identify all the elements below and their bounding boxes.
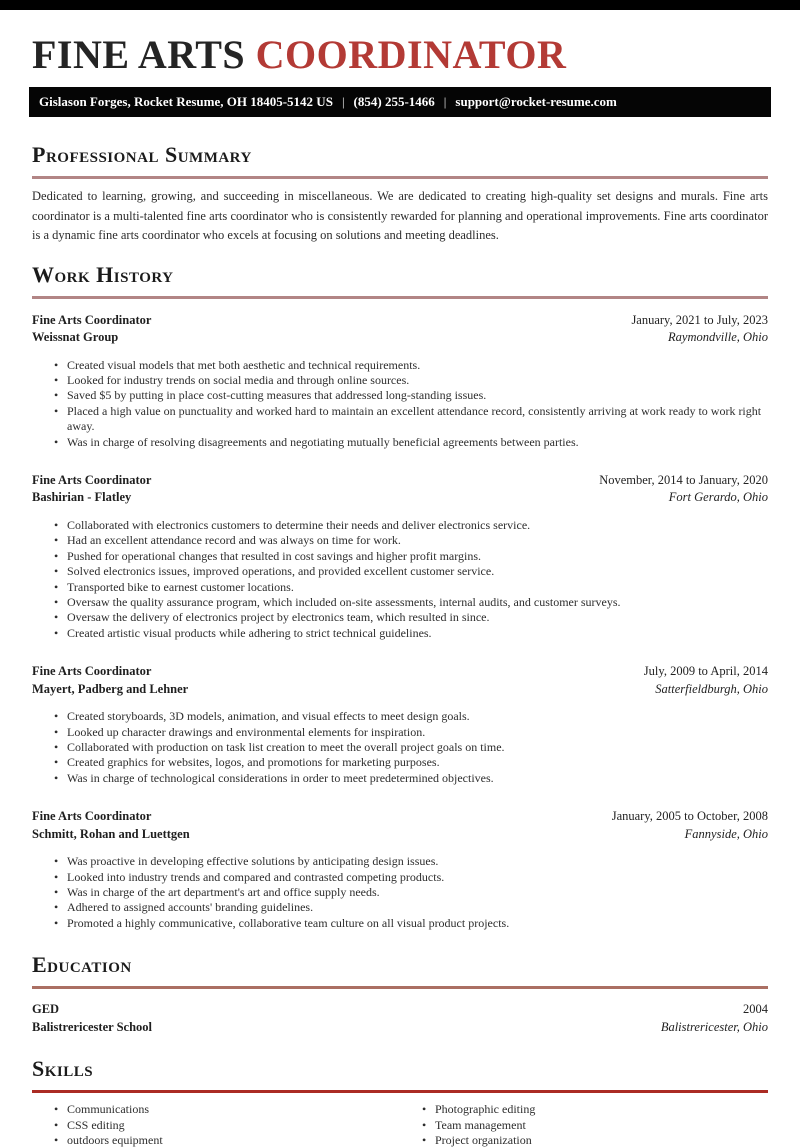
professional-summary-section [32, 143, 768, 246]
skill-item: • Photographic editing [400, 1102, 768, 1117]
page-title-accent: COORDINATOR [255, 32, 567, 77]
job-bullet: • Collaborated with electronics customers to determine their needs and deliver electronics service. [32, 518, 768, 533]
job-title: Fine Arts Coordinator [32, 472, 152, 487]
education-year: 2004 [743, 1002, 768, 1017]
job-company-row [32, 489, 768, 507]
education-location: Balistrericester, Ohio [660, 1019, 768, 1034]
contact-bar [29, 87, 771, 117]
job-entry [32, 663, 768, 786]
job-bullet: • Looked into industry trends and compared and contrasted competing products. [32, 870, 768, 885]
summary-divider [32, 176, 768, 179]
job-bullet: • Pushed for operational changes that resulted in cost savings and higher profit margins. [32, 549, 768, 564]
skill-item: • Project organization [400, 1133, 768, 1148]
job-bullet: • Transported bike to earnest customer locations. [32, 580, 768, 595]
skills-right-column [400, 1102, 768, 1148]
skills-left-column [32, 1102, 400, 1148]
job-bullet: • Adhered to assigned accounts' branding guidelines. [32, 900, 768, 915]
summary-text: Dedicated to learning, growing, and succeeding in miscellaneous. We are dedicated to creating high-quality set designs and murals. Fine arts coordinator is a multi-talented fine arts coordinator who is consistently rewarded for planning and operational improvements. Fine arts coordinator is a dynamic fine arts coordinator who excels at focusing on solutions and meeting deadlines. [32, 189, 768, 242]
job-company-row [32, 681, 768, 699]
contact-phone: (854) 255-1466 [353, 94, 435, 109]
job-bullet: • Was proactive in developing effective solutions by anticipating design issues. [32, 854, 768, 869]
job-bullet: • Was in charge of resolving disagreements and negotiating mutually beneficial agreements between parties. [32, 435, 768, 450]
education-degree: GED [32, 1002, 60, 1017]
job-title-row [32, 808, 768, 826]
skills-section [32, 1057, 768, 1148]
job-title-row [32, 472, 768, 490]
work-history-section [32, 263, 768, 932]
job-dates: November, 2014 to January, 2020 [599, 472, 768, 487]
job-dates: January, 2021 to July, 2023 [631, 312, 768, 327]
job-company-row [32, 329, 768, 347]
job-dates: January, 2005 to October, 2008 [611, 809, 768, 824]
education-degree-row [32, 1001, 768, 1019]
skills-divider [32, 1090, 768, 1093]
job-location: Fort Gerardo, Ohio [668, 490, 768, 505]
job-bullet: • Oversaw the quality assurance program, which included on-site assessments, internal audits, and customer surveys. [32, 595, 768, 610]
contact-separator: | [443, 94, 447, 109]
job-entry [32, 312, 768, 450]
skill-item: • Team management [400, 1118, 768, 1133]
education-school-row [32, 1019, 768, 1037]
contact-address: Gislason Forges, Rocket Resume, OH 18405-5142 US [39, 94, 333, 109]
job-company-row [32, 826, 768, 844]
education-divider [32, 986, 768, 989]
job-title: Fine Arts Coordinator [32, 312, 152, 327]
job-company: Bashirian - Flatley [32, 490, 132, 505]
contact-separator: | [341, 94, 345, 109]
skills-columns [32, 1102, 768, 1148]
job-bullet-list [32, 518, 768, 641]
job-location: Raymondville, Ohio [668, 330, 768, 344]
work-history-divider [32, 296, 768, 299]
job-title-row [32, 663, 768, 681]
job-dates: July, 2009 to April, 2014 [643, 664, 768, 679]
job-title: Fine Arts Coordinator [32, 809, 152, 824]
job-company: Schmitt, Rohan and Luettgen [32, 826, 190, 841]
job-location: Fannyside, Ohio [684, 826, 768, 841]
job-title: Fine Arts Coordinator [32, 664, 152, 679]
page-title [32, 32, 768, 78]
job-company: Mayert, Padberg and Lehner [32, 681, 189, 696]
job-bullet: • Created graphics for websites, logos, and promotions for marketing purposes. [32, 755, 768, 770]
job-location: Satterfieldburgh, Ohio [655, 681, 768, 696]
education-heading: Education [32, 952, 132, 978]
job-bullet: • Looked for industry trends on social media and through online sources. [32, 373, 768, 388]
skill-item: • CSS editing [32, 1118, 400, 1133]
job-title-row [32, 312, 768, 330]
page-title-primary: FINE ARTS [32, 32, 256, 77]
skill-item: • outdoors equipment [32, 1133, 400, 1148]
job-bullet: • Created storyboards, 3D models, animation, and visual effects to meet design goals. [32, 709, 768, 724]
education-school: Balistrericester School [32, 1019, 152, 1034]
education-entry [32, 1001, 768, 1036]
skill-item: • Communications [32, 1102, 400, 1117]
job-bullet: • Placed a high value on punctuality and worked hard to maintain an excellent attendance record, consistently arriving at work ready to work right away. [32, 404, 768, 435]
job-bullet: • Had an excellent attendance record and was always on time for work. [32, 533, 768, 548]
job-bullet-list [32, 709, 768, 786]
job-bullet: • Was in charge of the art department's art and office supply needs. [32, 885, 768, 900]
job-bullet: • Created artistic visual products while adhering to strict technical guidelines. [32, 626, 768, 641]
education-section [32, 953, 768, 1036]
job-bullet-list [32, 854, 768, 931]
job-bullet: • Collaborated with production on task list creation to meet the overall project goals on time. [32, 740, 768, 755]
skills-heading: Skills [32, 1056, 94, 1082]
job-bullet: • Solved electronics issues, improved operations, and provided excellent customer service. [32, 564, 768, 579]
job-bullet: • Saved $5 by putting in place cost-cutting measures that addressed long-standing issues. [32, 388, 768, 403]
job-bullet: • Promoted a highly communicative, collaborative team culture on all visual product projects. [32, 916, 768, 931]
job-bullet: • Looked up character drawings and environmental elements for inspiration. [32, 725, 768, 740]
job-bullet: • Was in charge of technological considerations in order to meet predetermined objectives. [32, 771, 768, 786]
summary-heading: Professional Summary [32, 142, 252, 167]
job-bullet-list [32, 358, 768, 450]
job-entry [32, 808, 768, 931]
job-bullet: • Created visual models that met both aesthetic and technical requirements. [32, 358, 768, 373]
job-bullet: • Oversaw the delivery of electronics project by electronics team, which resulted in since. [32, 610, 768, 625]
page-top-black-bar [0, 0, 800, 10]
job-entry [32, 472, 768, 641]
work-history-heading: Work History [32, 261, 174, 287]
job-company: Weissnat Group [32, 330, 119, 344]
contact-email: support@rocket-resume.com [455, 94, 617, 109]
